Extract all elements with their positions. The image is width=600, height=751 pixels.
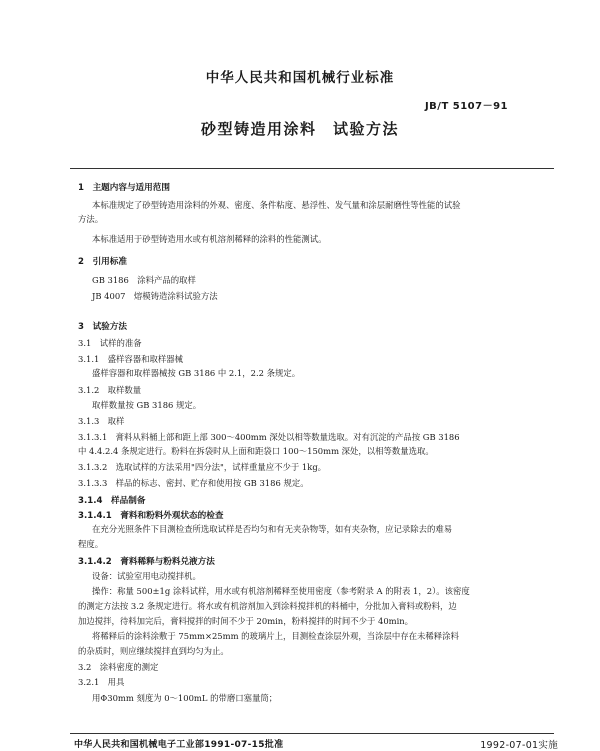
body-text-line: 3.1.3.2 选取试样的方法采用"四分法"，试样重量应不少于 1kg。	[78, 462, 327, 472]
body-text-line: 设备：试验室用电动搅拌机。	[92, 571, 201, 581]
body-text-line: 3.1.3.3 样品的标志、密封、贮存和使用按 GB 3186 规定。	[78, 478, 309, 488]
implementation-date: 1992-07-01实施	[480, 740, 558, 751]
section-heading: 2 引用标准	[78, 257, 127, 267]
body-text-line: 3.1.3 取样	[78, 416, 125, 426]
body-text-line: 中 4.4.2.4 条规定进行。粉料在拆袋时从上面和距袋口 100～150mm 深处，以相等数量选取。	[78, 446, 434, 456]
body-text-line: 本标准规定了砂型铸造用涂料的外观、密度、条件粘度、悬浮性、发气量和涂层耐磨性等性能的试验	[92, 200, 461, 210]
body-text-line: 加边搅拌，待料加完后，膏料搅拌的时间不少于 20min，粉料搅拌的时间不少于 40min。	[78, 616, 414, 626]
approval-line: 中华人民共和国机械电子工业部1991-07-15批准	[74, 740, 284, 750]
standard-code: JB/T 5107－91	[424, 101, 508, 112]
body-text-line: 用Φ30mm 刻度为 0～100mL 的带磨口塞量筒；	[92, 693, 278, 703]
section-heading: 3 试验方法	[78, 322, 127, 332]
body-text-line: JB 4007 熔模铸造涂料试验方法	[92, 291, 218, 301]
body-text-line: 3.1 试样的准备	[78, 338, 142, 348]
header-divider	[70, 168, 554, 169]
body-text-line: 的测定方法按 3.2 条规定进行。将水或有机溶剂加入到涂料搅拌机的料桶中，分批加入膏料或粉料，边	[78, 601, 457, 611]
section-heading: 3.1.4.2 膏料稀释与粉料兑液方法	[78, 557, 215, 567]
section-heading: 3.1.4.1 膏料和粉料外观状态的检查	[78, 511, 224, 521]
footer-divider	[70, 733, 554, 734]
body-text-line: 3.1.3.1 膏料从料桶上部和距上部 300～400mm 深处以相等数量选取。对有沉淀的产品按 GB 3186	[78, 432, 460, 442]
body-text-line: 操作：称量 500±1g 涂料试样，用水或有机溶剂稀释至使用密度（参考附录 A 的附表 1，2）。该密度	[92, 586, 470, 596]
body-text-line: 本标准适用于砂型铸造用水或有机溶剂稀释的涂料的性能测试。	[92, 234, 327, 244]
body-text-line: 将稀释后的涂料涂敷于 75mm×25mm 的玻璃片上，目测检查涂层外观，当涂层中存在未稀释涂料	[92, 631, 459, 641]
body-text-line: 3.1.2 取样数量	[78, 385, 142, 395]
body-text-line: GB 3186 涂料产品的取样	[92, 275, 196, 285]
body-text-line: 的杂质时，则应继续搅拌直到均匀为止。	[78, 646, 229, 656]
body-text-line: 取样数量按 GB 3186 规定。	[92, 400, 202, 410]
body-text-line: 盛样容器和取样器械按 GB 3186 中 2.1，2.2 条规定。	[92, 368, 301, 378]
document-title: 砂型铸造用涂料 试验方法	[200, 120, 399, 138]
standard-category-title: 中华人民共和国机械行业标准	[205, 70, 395, 86]
body-text-line: 程度。	[78, 539, 104, 549]
body-text-line: 3.2.1 用具	[78, 677, 125, 687]
body-text-line: 3.2 涂料密度的测定	[78, 662, 159, 672]
section-heading: 1 主题内容与适用范围	[78, 183, 170, 193]
body-text-line: 在充分光照条件下目测检查所选取试样是否均匀和有无夹杂物等，如有夹杂物，应记录除去的难易	[92, 524, 453, 534]
body-text-line: 方法。	[78, 214, 104, 224]
body-text-line: 3.1.1 盛样容器和取样器械	[78, 354, 184, 364]
section-heading: 3.1.4 样品制备	[78, 496, 146, 506]
